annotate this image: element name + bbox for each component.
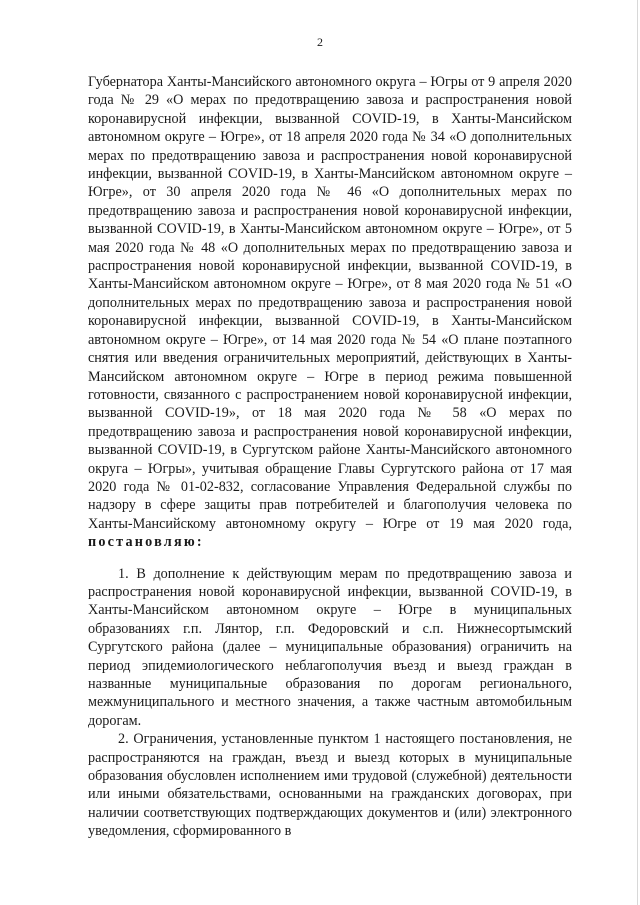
item-1-paragraph: 1. В дополнение к действующим мерам по предотвращению завоза и распространения новой коронавирусной инфекции, вызванной COVID-19, в Ханты-Мансийском автономном округе – Югре в муниципальных образованиях г.п. Лянтор, г.п. Федоровский и с.п. Нижнесортымский Сургутского района (далее – муниципальные образования) ограничить на период эпидемиологического неблагополучия въезд и выезд граждан в названные муниципальные образования по дорогам регионального, межмуниципального и местного значения, а также частным автомобильным дорогам. xyxy=(88,565,572,729)
page-number: 2 xyxy=(317,35,323,49)
decree-word: постановляю: xyxy=(88,534,204,551)
document-body xyxy=(88,73,572,841)
paragraph-gap xyxy=(88,552,572,565)
intro-text: Губернатора Ханты-Мансийского автономного округа – Югры от 9 апреля 2020 года № 29 «О мерах по предотвращению завоза и распространения новой коронавирусной инфекции, вызванной COVID-19, в Ханты-Мансийском автономном округе – Югре», от 18 апреля 2020 года № 34 «О дополнительных мерах по предотвращению завоза и распространения новой коронавирусной инфекции, вызванной COVID-19, в Ханты-Мансийском автономном округе – Югре», от 30 апреля 2020 года № 46 «О дополнительных мерах по предотвращению завоза и распространения новой коронавирусной инфекции, вызванной COVID-19, в Ханты-Мансийском автономном округе – Югре», от 5 мая 2020 года № 48 «О дополнительных мерах по предотвращению завоза и распространения новой коронавирусной инфекции, вызванной COVID-19, в Ханты-Мансийском автономном округе – Югре», от 8 мая 2020 года № 51 «О дополнительных мерах по предотвращению завоза и распространения новой коронавирусной инфекции, вызванной COVID-19, в Ханты-Мансийском автономном округе – Югре», от 14 мая 2020 года № 54 «О плане поэтапного снятия или введения ограничительных мероприятий, действующих в Ханты-Мансийском автономном округе – Югре в период режима повышенной готовности, связанного с распространением новой коронавирусной инфекции, вызванной COVID-19», от 18 мая 2020 года № 58 «О мерах по предотвращению завоза и распространения новой коронавирусной инфекции, вызванной COVID-19, в Сургутском районе Ханты-Мансийского автономного округа – Югры», учитывая обращение Главы Сургутского района от 17 мая 2020 года № 01-02-832, согласование Управления Федеральной службы по надзору в сфере защиты прав потребителей и благополучия человека по Ханты-Мансийскому автономному округу – Югре от 19 мая 2020 года, xyxy=(88,74,572,532)
intro-paragraph xyxy=(88,73,572,552)
item-2-paragraph: 2. Ограничения, установленные пунктом 1 настоящего постановления, не распространяются на граждан, въезд и выезд которых в муниципальные образования обусловлен исполнением ими трудовой (служебной) деятельности или иными обязательствами, основанными на гражданских договорах, при наличии соответствующих подтверждающих документов и (или) электронного уведомления, сформированного в xyxy=(88,731,572,840)
scan-edge-line xyxy=(637,0,638,905)
